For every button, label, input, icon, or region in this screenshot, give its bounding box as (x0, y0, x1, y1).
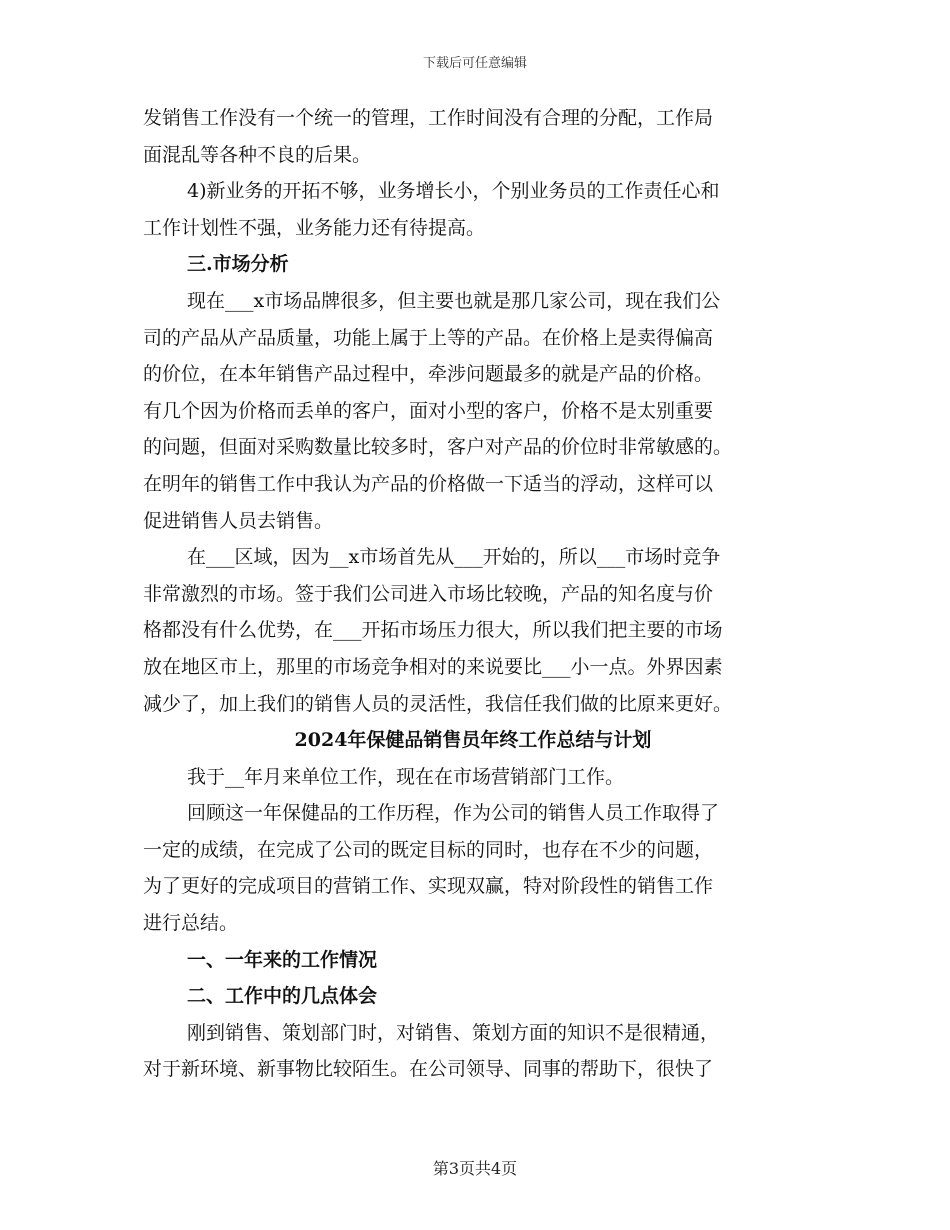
paragraph-line: 在明年的销售工作中我认为产品的价格做一下适当的浮动，这样可以 (143, 472, 714, 495)
paragraph-line: 刚到销售、策划部门时，对销售、策划方面的知识不是很精通， (187, 1021, 720, 1044)
paragraph-line: 4)新业务的开拓不够，业务增长小，个别业务员的工作责任心和 (187, 180, 720, 203)
paragraph-line: 为了更好的完成项目的营销工作、实现双赢，特对阶段性的销售工作 (143, 875, 714, 898)
section-heading-market-analysis: 三.市场分析 (187, 253, 289, 276)
paragraph-line: 格都没有什么优势，在___开拓市场压力很大，所以我们把主要的市场 (143, 619, 723, 642)
paragraph-line: 回顾这一年保健品的工作历程，作为公司的销售人员工作取得了 (187, 802, 720, 825)
page-number: 第3页共4页 (432, 1159, 518, 1178)
paragraph-line: 的问题，但面对采购数量比较多时，客户对产品的价位时非常敏感的。 (143, 436, 733, 459)
section-heading-experiences: 二、工作中的几点体会 (187, 985, 378, 1008)
paragraph-line: 在___区域，因为__x市场首先从___开始的，所以___市场时竞争 (187, 546, 721, 569)
paragraph-line: 司的产品从产品质量，功能上属于上等的产品。在价格上是卖得偏高 (143, 326, 714, 349)
document-title: 2024年保健品销售员年终工作总结与计划 (294, 729, 652, 752)
paragraph-line: 进行总结。 (143, 912, 239, 935)
paragraph-line: 面混乱等各种不良的后果。 (143, 143, 372, 166)
paragraph-line: 我于__年月来单位工作，现在在市场营销部门工作。 (187, 765, 625, 788)
paragraph-line: 有几个因为价格而丢单的客户，面对小型的客户，价格不是太别重要 (143, 399, 714, 422)
paragraph-line: 的价位，在本年销售产品过程中，牵涉问题最多的就是产品的价格。 (143, 363, 714, 386)
paragraph-line: 减少了，加上我们的销售人员的灵活性，我信任我们做的比原来更好。 (143, 692, 733, 715)
page-header: 下载后可任意编辑 (422, 56, 527, 71)
paragraph-line: 一定的成绩，在完成了公司的既定目标的同时，也存在不少的问题， (143, 838, 714, 861)
paragraph-line: 放在地区市上，那里的市场竞争相对的来说要比___小一点。外界因素 (143, 655, 723, 678)
paragraph-line: 促进销售人员去销售。 (143, 509, 334, 532)
paragraph-line: 工作计划性不强，业务能力还有待提高。 (143, 216, 486, 239)
paragraph-line: 现在___x市场品牌很多，但主要也就是那几家公司，现在我们公 (187, 289, 721, 312)
document-body (143, 100, 803, 1088)
paragraph-line: 非常激烈的市场。签于我们公司进入市场比较晚，产品的知名度与价 (143, 582, 714, 605)
paragraph-line: 对于新环境、新事物比较陌生。在公司领导、同事的帮助下，很快了 (143, 1058, 714, 1081)
section-heading-work-situation: 一、一年来的工作情况 (187, 948, 378, 971)
paragraph-line: 发销售工作没有一个统一的管理，工作时间没有合理的分配，工作局 (143, 107, 714, 129)
